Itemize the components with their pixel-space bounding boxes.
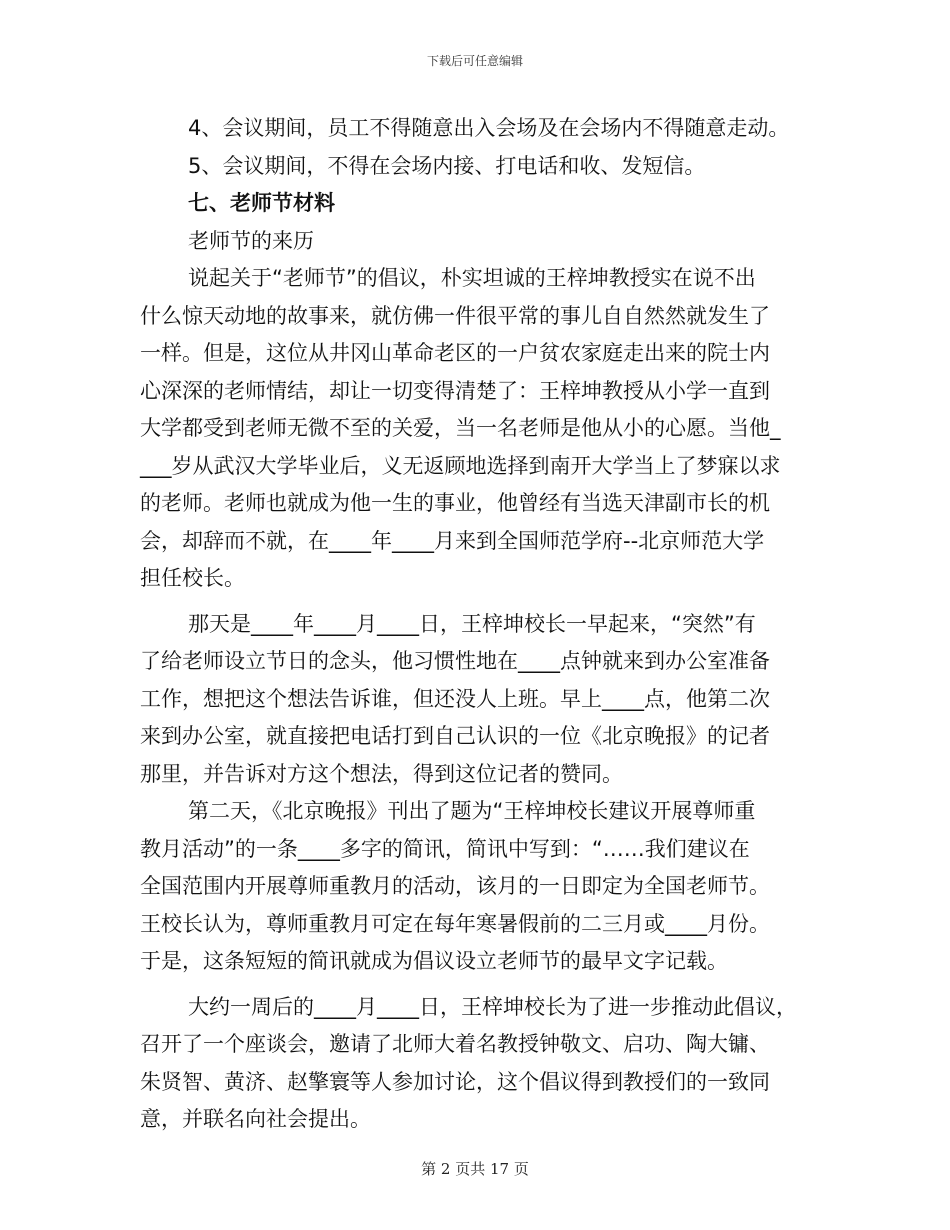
section-subtitle: 老师节的来历 [188,228,314,253]
paragraph-line: ___岁从武汉大学毕业后，义无返顾地选择到南开大学当上了梦寐以求 [140,453,781,478]
paragraph-line: 大学都受到老师无微不至的关爱，当一名老师是他从小的心愿。当他_ [140,416,781,440]
paragraph-line: 心深深的老师情结，却让一切变得清楚了：王梓坤教授从小学一直到 [140,378,770,403]
paragraph-line: 全国范围内开展尊师重教月的活动，该月的一日即定为全国老师节。 [140,874,770,898]
paragraph-line: 教月活动”的一条____多字的简讯，简讯中写到：“……我们建议在 [140,836,750,861]
paragraph-line: 召开了一个座谈会，邀请了北师大着名教授钟敬文、启功、陶大镛、 [140,1032,770,1056]
paragraph-line: 那天是____年____月____日，王梓坤校长一早起来，“突然”有 [188,611,756,636]
paragraph-line: 王校长认为，尊师重教月可定在每年寒暑假前的二三月或____月份。 [140,911,770,936]
paragraph-2 [140,606,812,794]
paragraph-line: 一样。但是，这位从井冈山革命老区的一户贫农家庭走出来的院士内 [140,341,770,365]
page-footer: 第 2 页共 17 页 [421,1160,529,1178]
paragraph-line: 来到办公室，就直接把电话打到自己认识的一位《北京晚报》的记者 [140,724,770,748]
paragraph-line: 说起关于“老师节”的倡议，朴实坦诚的王梓坤教授实在说不出 [188,266,756,290]
section-title: 七、老师节材料 [188,191,335,215]
header-note: 下载后可任意编辑 [426,54,523,68]
paragraph-line: 什么惊天动地的故事来，就仿佛一件很平常的事儿自自然然就发生了 [140,303,770,328]
paragraph-4 [140,989,812,1139]
paragraph-line: 朱贤智、黄济、赵擎寰等人参加讨论，这个倡议得到教授们的一致同 [140,1069,770,1094]
paragraph-1 [140,260,812,598]
paragraph-line: 于是，这条短短的简讯就成为倡议设立老师节的最早文字记载。 [140,949,728,973]
paragraph-3 [140,793,812,981]
paragraph-line: 的老师。老师也就成为他一生的事业，他曾经有当选天津副市长的机 [140,491,770,515]
paragraph-line: 大约一周后的____月____日，王梓坤校长为了进一步推动此倡议， [188,994,797,1019]
list-item-5: 5、会议期间，不得在会场内接、打电话和收、发短信。 [188,153,706,178]
paragraph-line: 意，并联名向社会提出。 [140,1107,371,1131]
paragraph-line: 第二天，《北京晚报》刊出了题为“王梓坤校长建议开展尊师重 [188,799,756,823]
list-item-4: 4、会议期间，员工不得随意出入会场及在会场内不得随意走动。 [188,116,790,140]
paragraph-line: 工作，想把这个想法告诉谁，但还没人上班。早上____点，他第二次 [140,686,770,711]
paragraph-line: 那里，并告诉对方这个想法，得到这位记者的赞同。 [140,761,623,786]
paragraph-line: 会，却辞而不就，在____年____月来到全国师范学府--北京师范大学 [140,528,765,553]
paragraph-line: 担任校长。 [140,566,245,590]
document-body [140,110,812,1139]
paragraph-line: 了给老师设立节日的念头，他习惯性地在____点钟就来到办公室准备 [140,649,770,673]
